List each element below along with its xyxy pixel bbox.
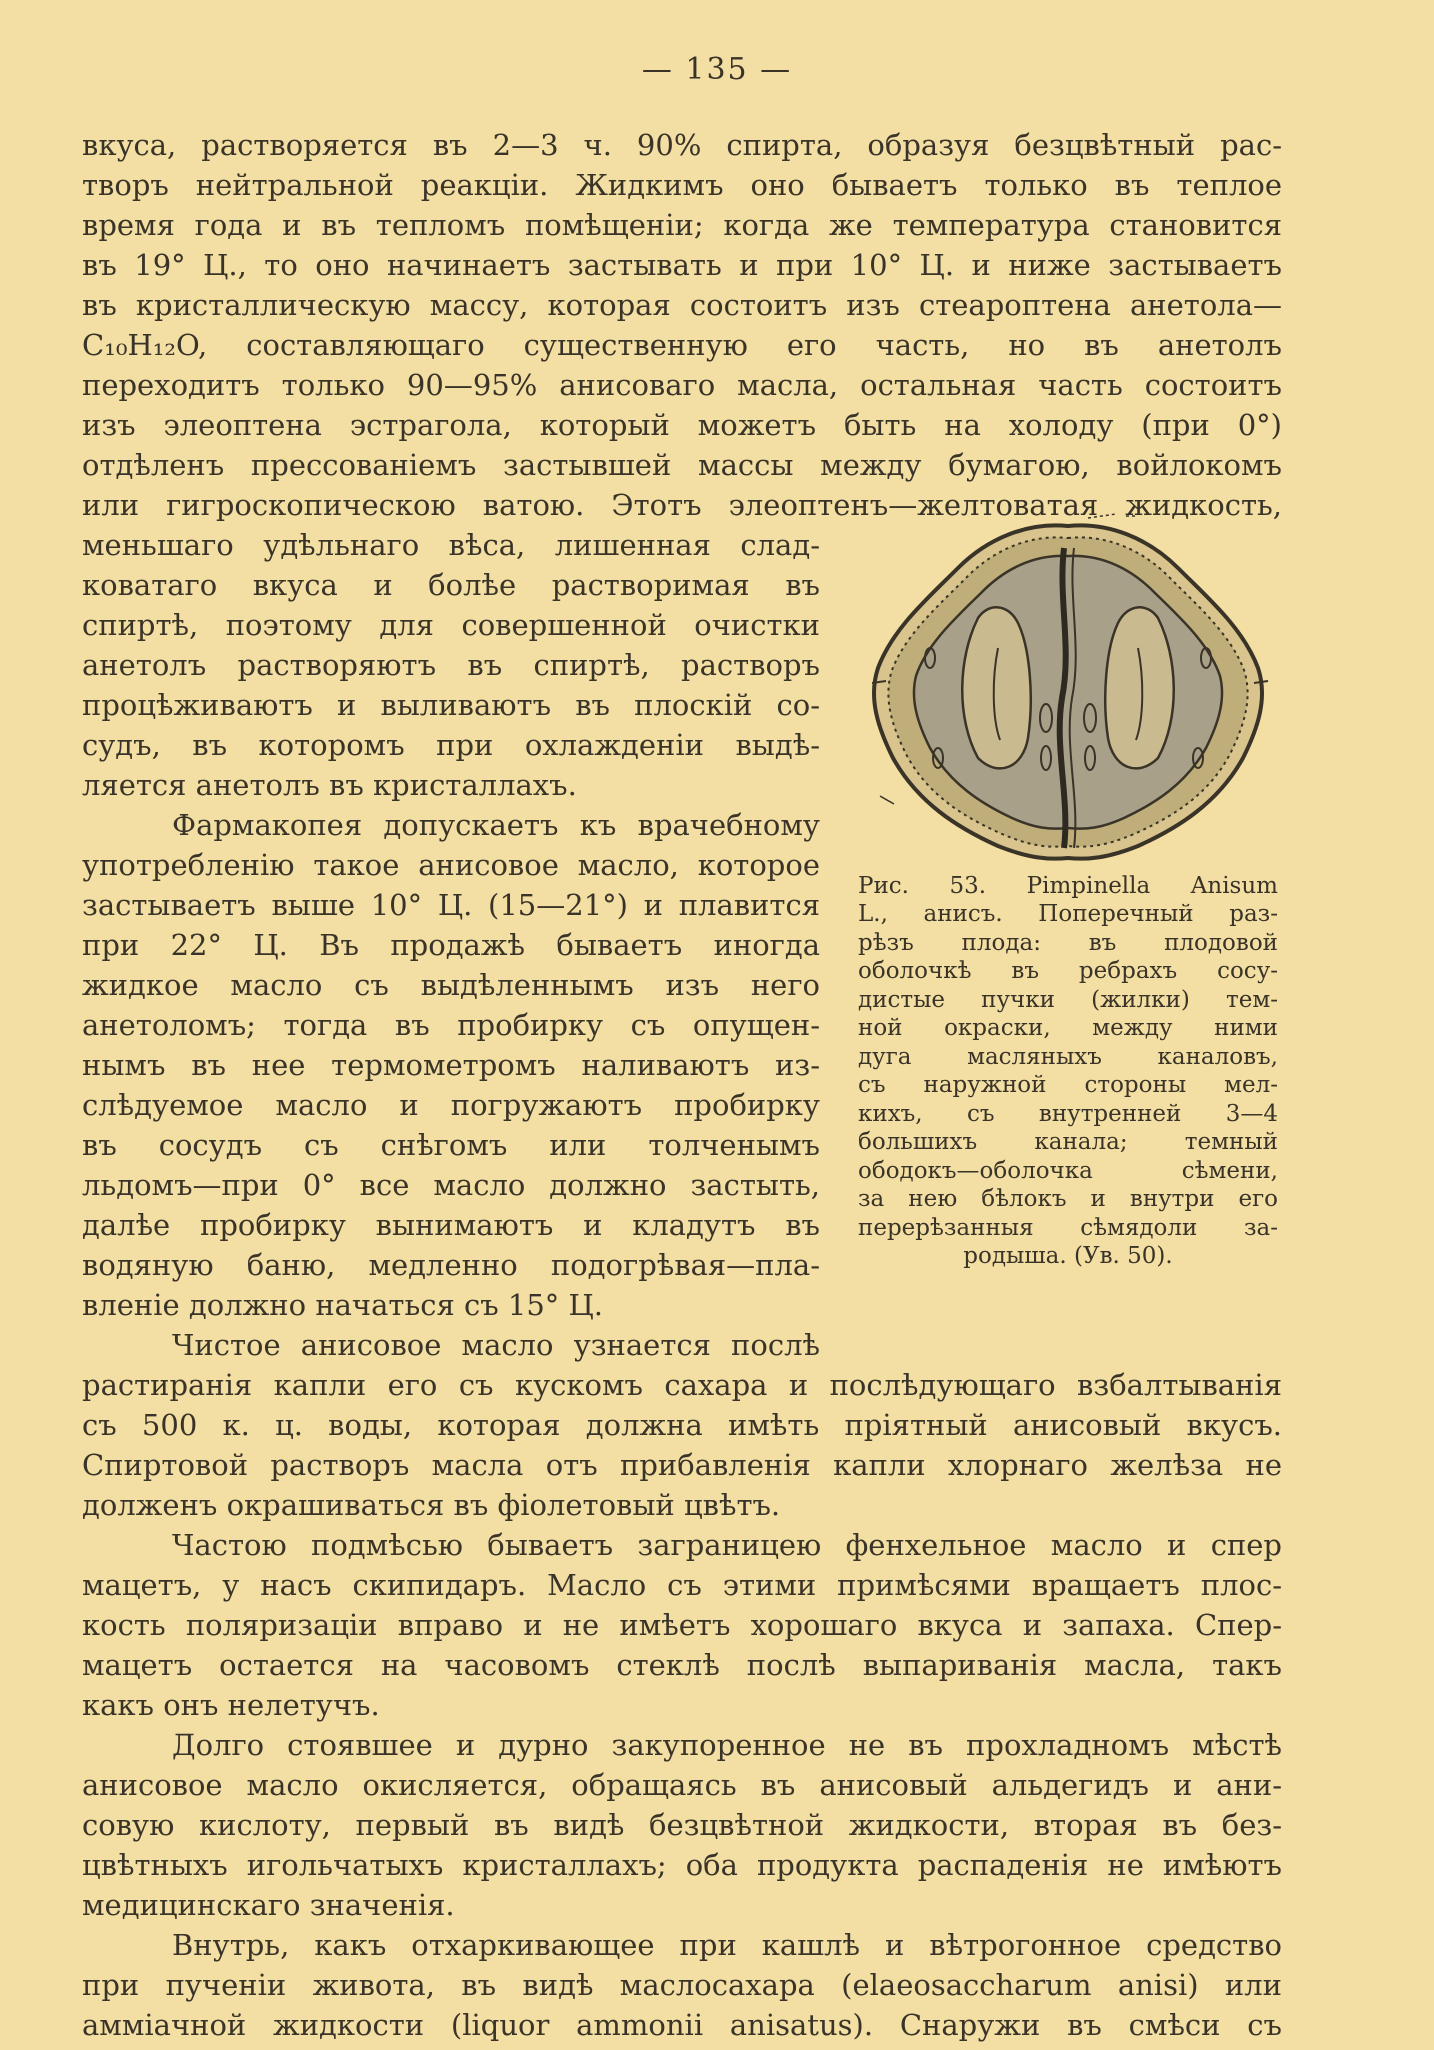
figure-caption-line: Рис. 53. Pimpinella Anisum <box>858 873 1278 899</box>
figure-caption-line: дистые пучки (жилки) тем- <box>858 987 1278 1013</box>
text-line: вленіе должно начаться съ 15° Ц. <box>82 1288 604 1322</box>
text-line: слѣдуемое масло и погружаютъ пробирку <box>82 1088 820 1122</box>
text-line: анисовое масло окисляется, обращаясь въ анисовый альдегидъ и ани- <box>82 1768 1282 1802</box>
figure-caption-line: ободокъ—оболочка сѣмени, <box>858 1158 1278 1184</box>
text-line: нымъ въ нее термометромъ наливаютъ из- <box>82 1048 820 1082</box>
text-line: растиранія капли его съ кускомъ сахара и послѣдующаго взбалтыванія <box>82 1368 1282 1402</box>
text-line: льдомъ—при 0° все масло должно застыть, <box>82 1168 820 1202</box>
text-line: жидкое масло съ выдѣленнымъ изъ него <box>82 968 820 1002</box>
figure-caption-line: съ наружной стороны мел- <box>858 1072 1278 1098</box>
text-line: C₁₀H₁₂O, составляющаго существенную его часть, но въ анетолъ <box>82 328 1282 362</box>
text-line: долженъ окрашиваться въ фіолетовый цвѣтъ. <box>82 1488 781 1522</box>
text-line: кость поляризаціи вправо и не имѣетъ хорошаго вкуса и запаха. Спер- <box>82 1608 1282 1642</box>
text-line: съ 500 к. ц. воды, которая должна имѣть пріятный анисовый вкусъ. <box>82 1408 1282 1442</box>
text-line: какъ онъ нелетучъ. <box>82 1688 380 1722</box>
figure-caption-line: ной окраски, между ними <box>858 1015 1278 1041</box>
text-line: въ сосудъ съ снѣгомъ или толченымъ <box>82 1128 820 1162</box>
text-line: изъ элеоптена эстрагола, который можетъ быть на холоду (при 0°) <box>82 408 1282 442</box>
text-line: далѣе пробирку вынимаютъ и кладутъ въ <box>82 1208 820 1242</box>
text-line: спиртѣ, поэтому для совершенной очистки <box>82 608 820 642</box>
text-line: цвѣтныхъ игольчатыхъ кристаллахъ; оба продукта распаденія не имѣютъ <box>82 1848 1282 1882</box>
text-line: при 22° Ц. Въ продажѣ бываетъ иногда <box>82 928 820 962</box>
text-line: судъ, въ которомъ при охлажденіи выдѣ- <box>82 728 820 762</box>
text-line: медицинскаго значенія. <box>82 1888 455 1922</box>
figure-caption-line: рѣзъ плода: въ плодовой <box>858 930 1278 956</box>
text-line: употребленію такое анисовое масло, которое <box>82 848 820 882</box>
text-line: въ кристаллическую массу, которая состоитъ изъ стеароптена анетола— <box>82 288 1282 322</box>
page-number: — 135 — <box>641 52 793 87</box>
text-line: переходитъ только 90—95% анисоваго масла, остальная часть состоитъ <box>82 368 1282 402</box>
text-line: при пученіи живота, въ видѣ маслосахара (elaeosaccharum anisi) или <box>82 1968 1282 2002</box>
figure-caption-line: оболочкѣ въ ребрахъ сосу- <box>858 958 1278 984</box>
text-line: въ 19° Ц., то оно начинаетъ застывать и при 10° Ц. и ниже застываетъ <box>82 248 1282 282</box>
text-line: творъ нейтральной реакціи. Жидкимъ оно бываетъ только въ теплое <box>82 168 1282 202</box>
figure-caption-line: L., анисъ. Поперечный раз- <box>858 901 1278 927</box>
text-line: Внутрь, какъ отхаркивающее при кашлѣ и вѣтрогонное средство <box>172 1928 1282 1962</box>
text-line: анетолъ растворяютъ въ спиртѣ, растворъ <box>82 648 820 682</box>
text-line: меньшаго удѣльнаго вѣса, лишенная слад- <box>82 528 820 562</box>
figure-caption-line: родыша. (Ув. 50). <box>963 1243 1173 1269</box>
text-line: Частою подмѣсью бываетъ заграницею фенхельное масло и спер <box>172 1528 1282 1562</box>
text-line: мацетъ остается на часовомъ стеклѣ послѣ выпариванія масла, такъ <box>82 1648 1282 1682</box>
text-line: процѣживаютъ и выливаютъ въ плоскій со- <box>82 688 820 722</box>
text-line: время года и въ тепломъ помѣщеніи; когда же температура становится <box>82 208 1282 242</box>
figure-caption-line: за нею бѣлокъ и внутри его <box>858 1186 1278 1212</box>
figure-caption-line: перерѣзанныя сѣмядоли за- <box>858 1215 1278 1241</box>
text-line: Чистое анисовое масло узнается послѣ <box>172 1328 820 1362</box>
text-line: мацетъ, у насъ скипидаръ. Масло съ этими примѣсями вращаетъ плос- <box>82 1568 1282 1602</box>
text-line: застываетъ выше 10° Ц. (15—21°) и плавится <box>82 888 820 922</box>
text-line: коватаго вкуса и болѣе растворимая въ <box>82 568 820 602</box>
text-line: анетоломъ; тогда въ пробирку съ опущен- <box>82 1008 820 1042</box>
text-line: вкуса, растворяется въ 2—3 ч. 90% спирта, образуя безцвѣтный рас- <box>82 128 1282 162</box>
text-line: аммiачной жидкости (liquor ammonii anisatus). Снаружи въ смѣси съ <box>82 2008 1282 2042</box>
text-line: Спиртовой растворъ масла отъ прибавленія капли хлорнаго желѣза не <box>82 1448 1282 1482</box>
figure-caption-line: кихъ, съ внутренней 3—4 <box>858 1101 1278 1127</box>
text-line: или гигроскопическою ватою. Этотъ элеоптенъ—желтоватая жидкость, <box>82 488 1282 522</box>
text-line: совую кислоту, первый въ видѣ безцвѣтной жидкости, вторая въ без- <box>82 1808 1282 1842</box>
text-line: Фармакопея допускаетъ къ врачебному <box>172 808 820 842</box>
figure-caption-line: дуга масляныхъ каналовъ, <box>858 1044 1278 1070</box>
text-line: отдѣленъ прессованіемъ застывшей массы между бумагою, войлокомъ <box>82 448 1282 482</box>
text-line: Долго стоявшее и дурно закупоренное не въ прохладномъ мѣстѣ <box>172 1728 1282 1762</box>
text-line: водяную баню, медленно подогрѣвая—пла- <box>82 1248 820 1282</box>
text-line: ляется анетолъ въ кристаллахъ. <box>82 768 577 802</box>
anise-fruit-cross-section-figure <box>858 508 1278 868</box>
figure-caption-line: большихъ канала; темный <box>858 1129 1278 1155</box>
